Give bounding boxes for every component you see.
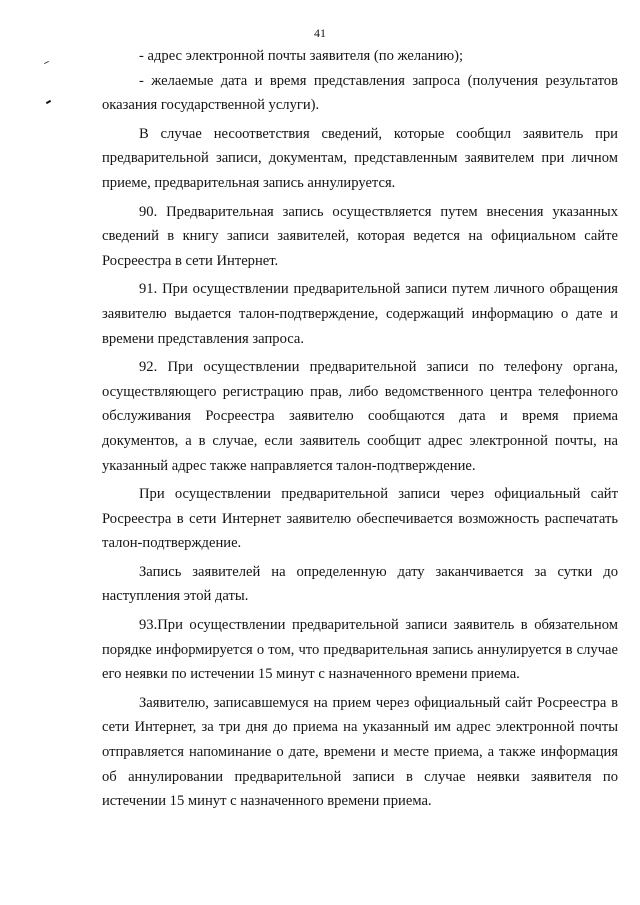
paragraph-desired-date: - желаемые дата и время представления запроса (получения результатов оказания государственной услуги). <box>102 72 618 114</box>
paragraph-90: 90. Предварительная запись осуществляется путем внесения указанных сведений в книгу записи заявителей, которая ведется на официальном сайте Росреестра в сети Интернет. <box>102 203 618 269</box>
paragraph-booking-deadline: Запись заявителей на определенную дату заканчивается за сутки до наступления этой даты. <box>102 563 618 605</box>
scan-mark <box>46 100 51 104</box>
document-body <box>102 44 618 814</box>
paragraph-mismatch: В случае несоответствия сведений, которые сообщил заявитель при предварительной записи, документам, представленным заявителем при личном приеме, предварительная запись аннулируется. <box>102 125 618 191</box>
paragraph-92: 92. При осуществлении предварительной записи по телефону органа, осуществляющего регистрацию прав, либо ведомственного центра телефонного обслуживания Росреестра заявителю сообщаются дата и время приема документов, а в случае, если заявитель сообщит адрес электронной почты, на указанный адрес также направляется талон-подтверждение. <box>102 359 618 474</box>
paragraph-reminder: Заявителю, записавшемуся на прием через официальный сайт Росреестра в сети Интернет, за три дня до приема на указанный им адрес электронной почты отправляется напоминание о дате, времени и месте приема, а также информация об аннулировании предварительной записи в случае неявки заявителя по истечении 15 минут с назначенного времени приема. <box>102 694 618 810</box>
paragraph-93: 93.При осуществлении предварительной записи заявитель в обязательном порядке информируется о том, что предварительная запись аннулируется в случае его неявки по истечении 15 минут с назначенного времени приема. <box>102 617 618 683</box>
scan-mark <box>44 61 49 64</box>
paragraph-91: 91. При осуществлении предварительной записи путем личного обращения заявителю выдается талон-подтверждение, содержащий информацию о дате и времени представления запроса. <box>102 281 618 347</box>
page-number: 41 <box>314 26 326 40</box>
paragraph-email: - адрес электронной почты заявителя (по желанию); <box>139 48 464 64</box>
paragraph-website-booking: При осуществлении предварительной записи через официальный сайт Росреестра в сети Интернет заявителю обеспечивается возможность распечатать талон-подтверждение. <box>102 486 618 552</box>
